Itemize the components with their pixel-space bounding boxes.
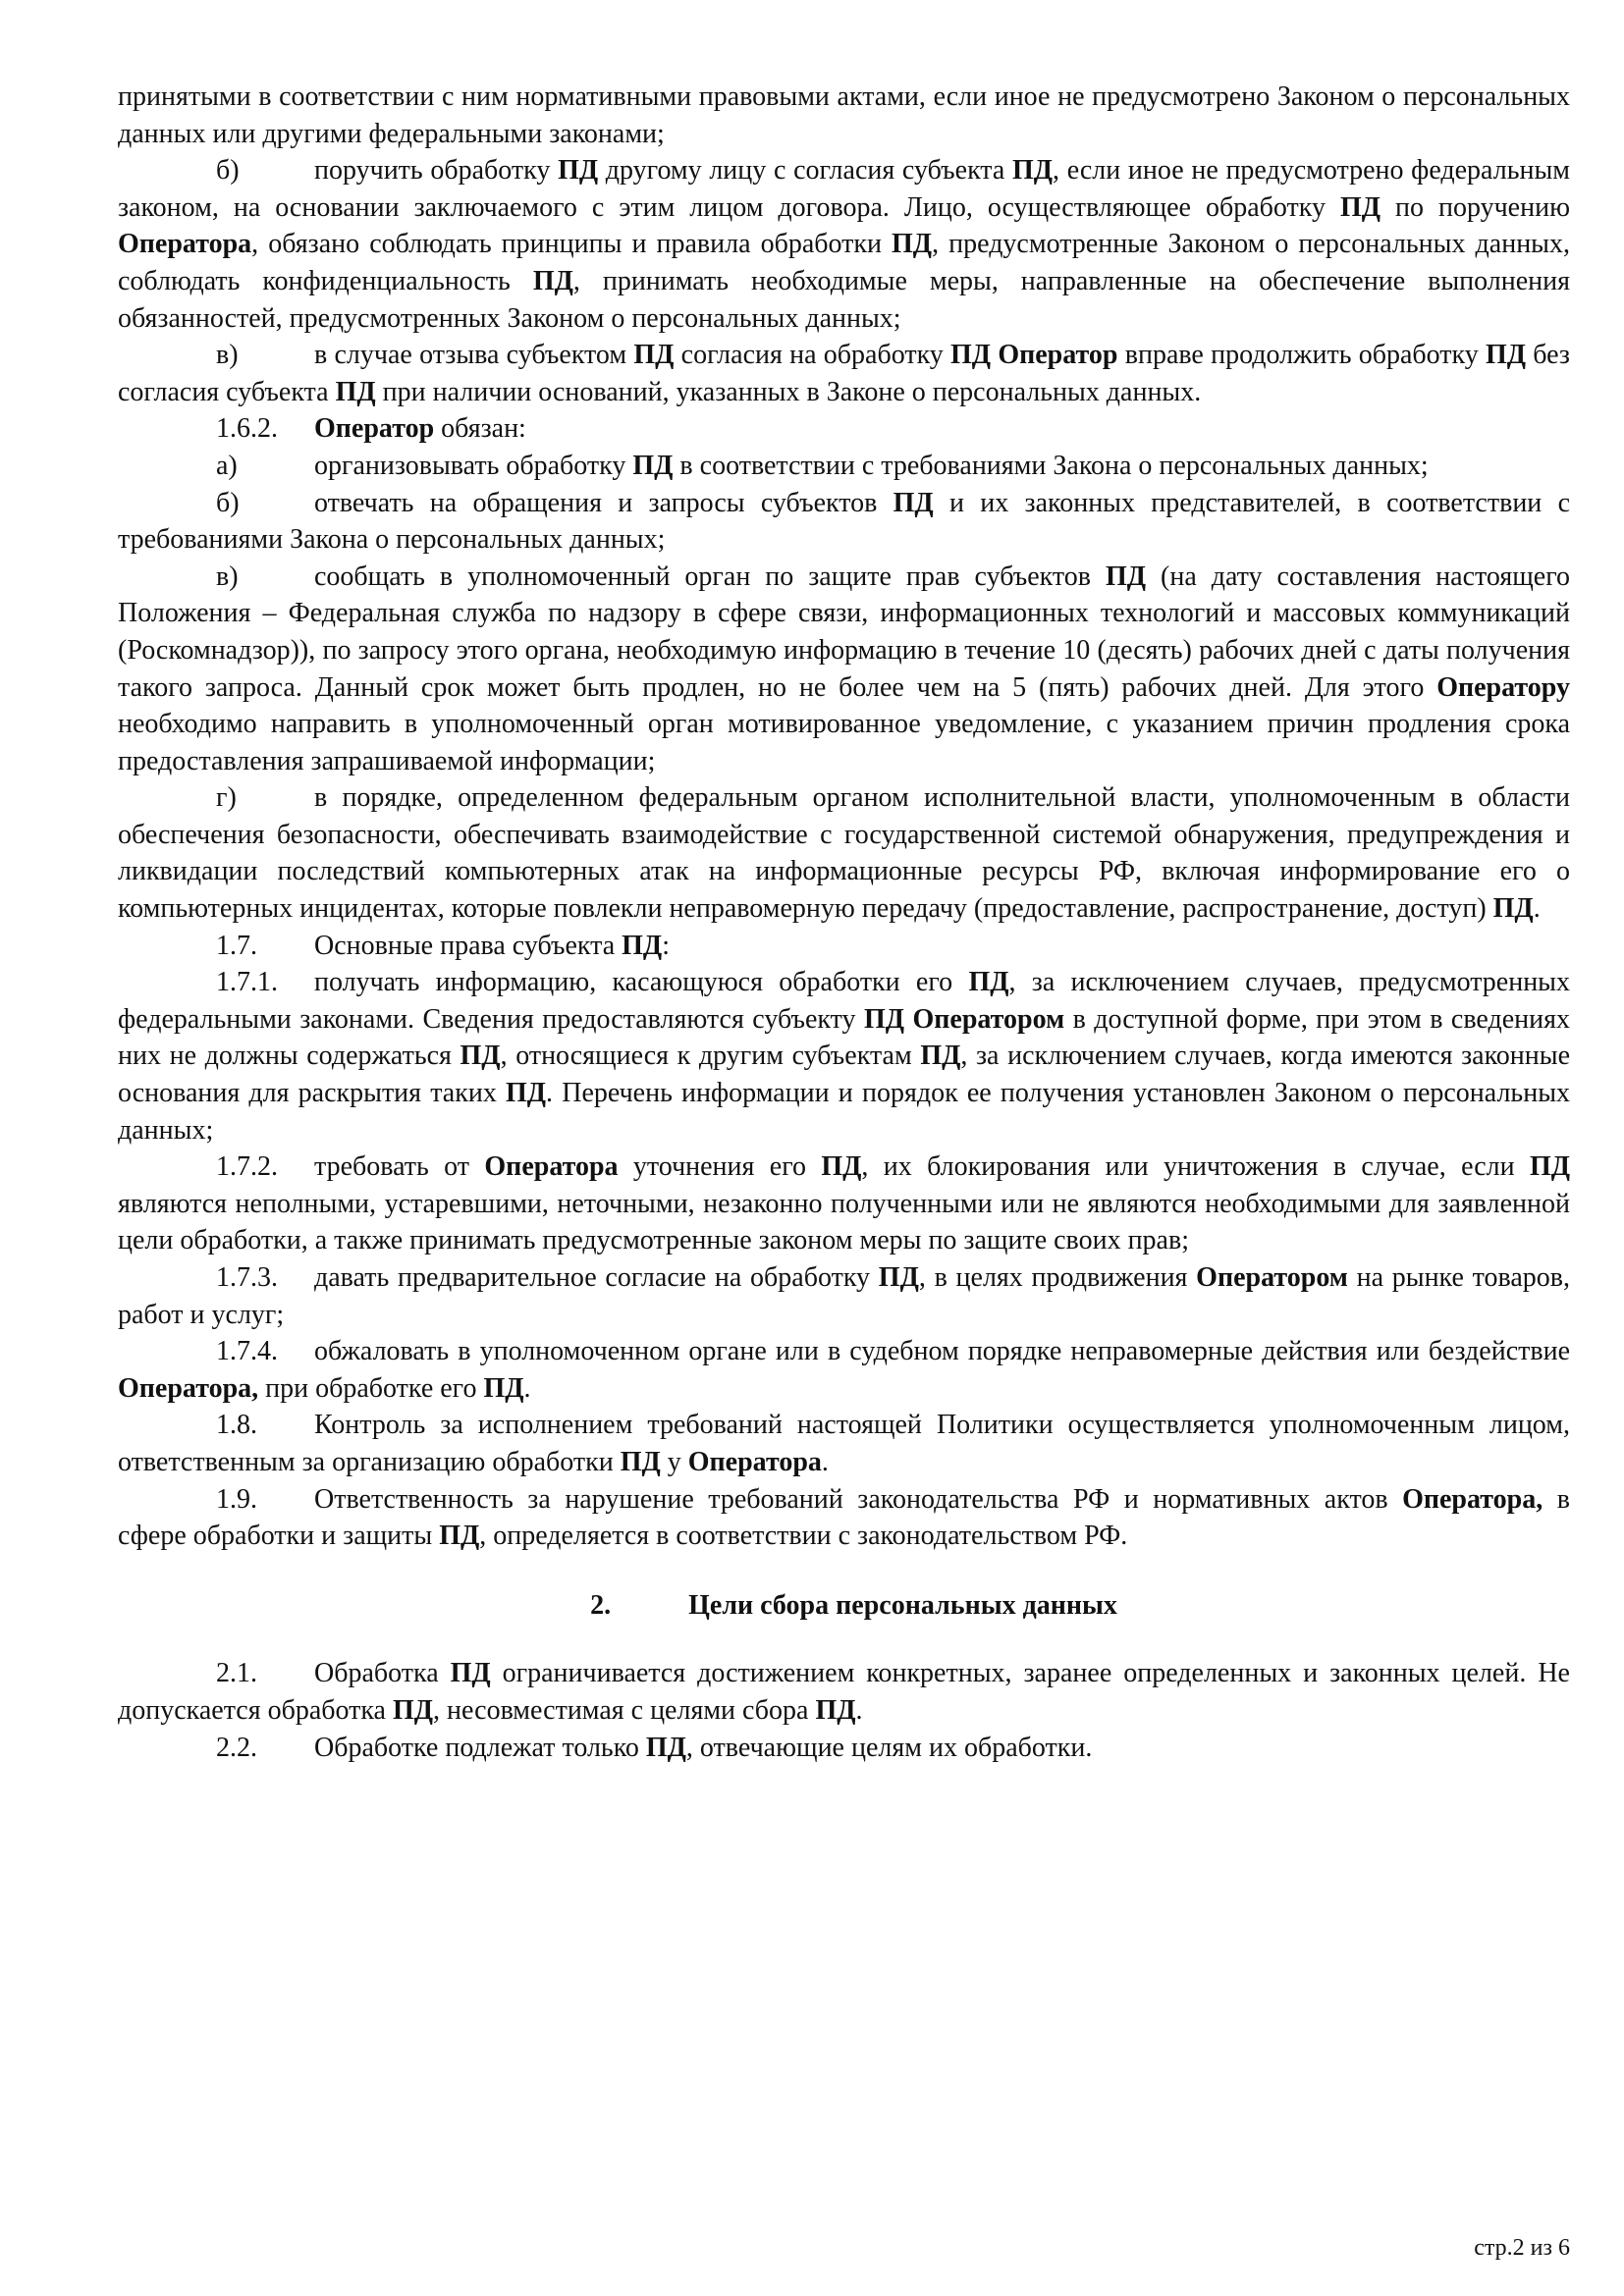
bold-term: ПД <box>968 967 1009 998</box>
bold-term: ПД <box>460 1041 501 1072</box>
paragraph <box>118 1655 1570 1729</box>
bold-term: ПД <box>1485 340 1527 371</box>
paragraph <box>118 964 1570 1148</box>
text-run: без согласия субъекта <box>118 340 1570 407</box>
bold-term: ПД <box>558 155 599 187</box>
section-number: 2. <box>590 1589 612 1621</box>
text-run: требовать от <box>314 1151 485 1183</box>
bold-term: ПД <box>633 340 675 371</box>
text-run: Контроль за исполнением требований настоящей Политики осуществляется уполномоченным лицом, ответственным за организацию обработки <box>118 1410 1570 1477</box>
text-run: необходимо направить в уполномоченный орган мотивированное уведомление, с указанием причин продления срока предоставления запрашиваемой информации; <box>118 709 1570 776</box>
bold-term: ПД <box>893 487 934 518</box>
bold-term: ПД <box>815 1694 856 1726</box>
text-run: , относящиеся к другим субъектам <box>500 1041 921 1072</box>
bold-term: ПД <box>632 450 674 481</box>
item-number: 1.9. <box>216 1483 257 1515</box>
text-run: , определяется в соответствии с законодательством РФ. <box>479 1521 1128 1552</box>
bold-term: ПД <box>1012 155 1054 187</box>
paragraph <box>118 337 1570 410</box>
paragraph <box>118 79 1570 152</box>
text-run: вправе продолжить обработку <box>1117 340 1486 371</box>
bold-term: ПД <box>392 1694 434 1726</box>
text-run: принятыми в соответствии с ним нормативными правовыми актами, если иное не предусмотрено Законом о персональных данных или другими федеральными законами; <box>118 81 1570 149</box>
section-heading <box>118 1587 1570 1625</box>
paragraph <box>118 779 1570 927</box>
text-run: в соответствии с требованиями Закона о персональных данных; <box>673 450 1429 481</box>
bold-term: Оператора, <box>118 1372 259 1404</box>
item-number: в) <box>216 340 239 371</box>
bold-term: ПД <box>1105 561 1147 592</box>
item-number: в) <box>216 561 239 592</box>
bold-term: Оператора, <box>1402 1483 1543 1515</box>
bold-term: ПД <box>483 1372 524 1404</box>
bold-term: ПД <box>645 1732 686 1763</box>
bold-term: ПД <box>1492 893 1534 925</box>
bold-term: ПД <box>1529 1151 1571 1183</box>
text-run: , их блокирования или уничтожения в случае, если <box>861 1151 1530 1183</box>
bold-term: Оператору <box>1436 671 1570 703</box>
text-run: . <box>821 1446 829 1477</box>
bold-term: Оператора <box>687 1446 822 1477</box>
text-run: Обработка <box>314 1658 451 1689</box>
paragraph <box>118 1148 1570 1259</box>
text-run: другому лицу с согласия субъекта <box>598 155 1012 187</box>
bold-term: ПД <box>620 1446 661 1477</box>
text-run: давать предварительное согласие на обработку <box>314 1262 879 1293</box>
paragraph <box>118 1259 1570 1333</box>
text-run: (на дату составления настоящего Положения – Федеральная служба по надзору в сфере связи, информационных технологий и массовых коммуникаций (Роскомнадзор)), по запросу этого органа, необходимую информацию в течение 10 (десять) рабочих дней с даты получения такого запроса. Данный срок может быть продлен, но не более чем на 5 (пять) рабочих дней. Для этого <box>118 561 1570 703</box>
text-run: , если иное не предусмотрено федеральным законом, на основании заключаемого с этим лицом договора. Лицо, осуществляющее обработку <box>118 155 1570 223</box>
text-run: в случае отзыва субъектом <box>314 340 634 371</box>
item-number: 1.7. <box>216 930 257 961</box>
paragraph <box>118 1333 1570 1407</box>
text-run: , за исключением случаев, предусмотренных федеральными законами. Сведения предоставляются субъекту <box>118 967 1570 1035</box>
item-number: а) <box>216 450 238 481</box>
paragraph <box>118 1730 1570 1767</box>
bold-term: ПД Оператором <box>863 1003 1065 1035</box>
text-run: Обработке подлежат только <box>314 1732 646 1763</box>
text-run: получать информацию, касающуюся обработки его <box>314 967 969 998</box>
bold-term: ПД <box>920 1041 961 1072</box>
bold-term: Оператором <box>1196 1262 1348 1293</box>
section-1-continuation <box>118 79 1570 1555</box>
text-run: . <box>855 1694 863 1726</box>
text-run: в сфере обработки и защиты <box>118 1483 1570 1552</box>
text-run: в доступной форме, при этом в сведениях них не должны содержаться <box>118 1003 1570 1072</box>
item-number: г) <box>216 782 237 814</box>
bold-term: ПД <box>1339 191 1381 223</box>
bold-term: Оператор <box>314 413 435 445</box>
text-run: и их законных представителей, в соответствии с требованиями Закона о персональных данных; <box>118 487 1571 556</box>
bold-term: ПД <box>506 1078 547 1109</box>
text-run: сообщать в уполномоченный орган по защите прав субъектов <box>314 561 1106 592</box>
paragraph <box>118 928 1570 965</box>
text-run: : <box>662 930 670 961</box>
paragraph <box>118 410 1570 448</box>
text-run: ограничивается достижением конкретных, заранее определенных и законных целей. Не допускается обработка <box>118 1658 1570 1726</box>
text-run: . <box>1533 893 1541 925</box>
bold-term: ПД <box>439 1521 480 1552</box>
text-run: при обработке его <box>258 1372 484 1404</box>
text-run: обжаловать в уполномоченном органе или в судебном порядке неправомерные действия или бездействие <box>314 1336 1570 1367</box>
bold-term: ПД <box>532 265 573 296</box>
item-number: 1.7.1. <box>216 967 278 998</box>
text-run: при наличии оснований, указанных в Законе о персональных данных. <box>375 376 1202 407</box>
text-run: обязан: <box>434 413 526 445</box>
paragraph <box>118 152 1570 337</box>
bold-term: ПД <box>622 930 663 961</box>
text-run: , обязано соблюдать принципы и правила обработки <box>251 229 893 260</box>
page-number: стр.2 из 6 <box>1474 2235 1570 2261</box>
item-number: 1.7.3. <box>216 1262 278 1293</box>
text-run: на рынке товаров, работ и услуг; <box>118 1262 1570 1330</box>
bold-term: ПД <box>892 229 933 260</box>
document-body <box>118 79 1570 1766</box>
text-run: . <box>523 1372 531 1404</box>
text-run: . Перечень информации и порядок ее получения установлен Законом о персональных данных; <box>118 1078 1570 1146</box>
paragraph <box>118 448 1570 485</box>
text-run: Ответственность за нарушение требований законодательства РФ и нормативных актов <box>314 1483 1403 1515</box>
text-run: , за исключением случаев, когда имеются законные основания для раскрытия таких <box>118 1041 1571 1109</box>
item-number: 2.1. <box>216 1658 257 1689</box>
paragraph <box>118 1481 1570 1555</box>
text-run: , отвечающие целям их обработки. <box>685 1732 1093 1763</box>
bold-term: ПД <box>450 1658 491 1689</box>
text-run: в порядке, определенном федеральным органом исполнительной власти, уполномоченным в области обеспечения безопасности, обеспечивать взаимодействие с государственной системой обнаружения, предупреждения и ликвидации последствий компьютерных атак на информационные ресурсы РФ, включая информирование его о компьютерных инцидентах, которые повлекли неправомерную передачу (предоставление, распространение, доступ) <box>118 782 1570 925</box>
bold-term: ПД Оператор <box>950 340 1118 371</box>
text-run: являются неполными, устаревшими, неточными, незаконно полученными или не являются необходимыми для заявленной цели обработки, а также принимать предусмотренные законом меры по защите своих прав; <box>118 1188 1570 1256</box>
paragraph <box>118 559 1570 780</box>
item-number: 2.2. <box>216 1732 257 1763</box>
text-run: организовывать обработку <box>314 450 633 481</box>
text-run: у <box>660 1446 688 1477</box>
paragraph <box>118 485 1570 559</box>
item-number: б) <box>216 487 240 518</box>
item-number: 1.8. <box>216 1410 257 1441</box>
text-run: , принимать необходимые меры, направленные на обеспечение выполнения обязанностей, предусмотренных Законом о персональных данных; <box>118 265 1570 334</box>
bold-term: ПД <box>335 376 376 407</box>
item-number: 1.6.2. <box>216 413 278 445</box>
text-run: Основные права субъекта <box>314 930 623 961</box>
text-run: уточнения его <box>618 1151 822 1183</box>
section-2-body <box>118 1655 1570 1766</box>
text-run: , несовместимая с целями сбора <box>433 1694 816 1726</box>
text-run: , предусмотренные Законом о персональных данных, соблюдать конфиденциальность <box>118 229 1570 296</box>
paragraph <box>118 1407 1570 1480</box>
text-run: по поручению <box>1380 191 1570 223</box>
text-run: , в целях продвижения <box>918 1262 1197 1293</box>
bold-term: Оператора <box>484 1151 619 1183</box>
item-number: б) <box>216 155 240 187</box>
section-title: Цели сбора персональных данных <box>688 1589 1117 1621</box>
bold-term: ПД <box>821 1151 862 1183</box>
text-run: согласия на обработку <box>674 340 951 371</box>
text-run: поручить обработку <box>314 155 559 187</box>
item-number: 1.7.2. <box>216 1151 278 1183</box>
bold-term: ПД <box>878 1262 919 1293</box>
text-run: отвечать на обращения и запросы субъектов <box>314 487 893 518</box>
bold-term: Оператора <box>118 229 252 260</box>
item-number: 1.7.4. <box>216 1336 278 1367</box>
